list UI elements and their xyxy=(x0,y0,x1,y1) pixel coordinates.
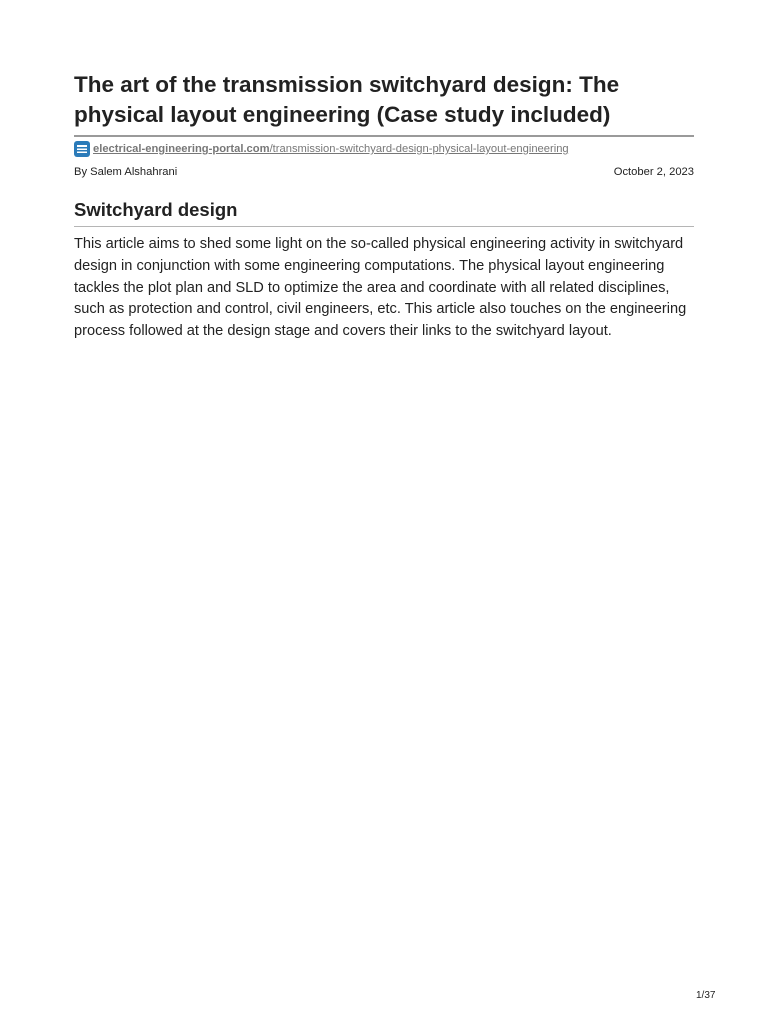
title-divider xyxy=(74,135,694,137)
author-byline: By Salem Alshahrani xyxy=(74,166,178,178)
article-title: The art of the transmission switchyard design: The physical layout engineering (Case study included) xyxy=(74,72,620,127)
page-number: 1/37 xyxy=(696,990,716,1001)
source-line xyxy=(74,140,694,158)
section-divider xyxy=(74,226,694,227)
source-url-link[interactable] xyxy=(93,143,569,155)
source-path: /transmission-switchyard-design-physical-layout-engineering xyxy=(269,143,569,155)
article-meta xyxy=(74,166,694,180)
document-icon xyxy=(74,141,90,157)
source-domain: electrical-engineering-portal.com xyxy=(93,143,270,155)
publish-date: October 2, 2023 xyxy=(613,166,694,178)
section-heading: Switchyard design xyxy=(74,199,238,220)
body-paragraph: This article aims to shed some light on the so-called physical engineering activity in switchyard design in conjunction with some engineering computations. The physical layout engineering tackles the plot plan and SLD to optimize the area and coordinate with all related disciplines, such as protection and control, civil engineers, etc. This article also touches on the engineering process followed at the design stage and covers their links to the switchyard layout. xyxy=(74,236,687,340)
